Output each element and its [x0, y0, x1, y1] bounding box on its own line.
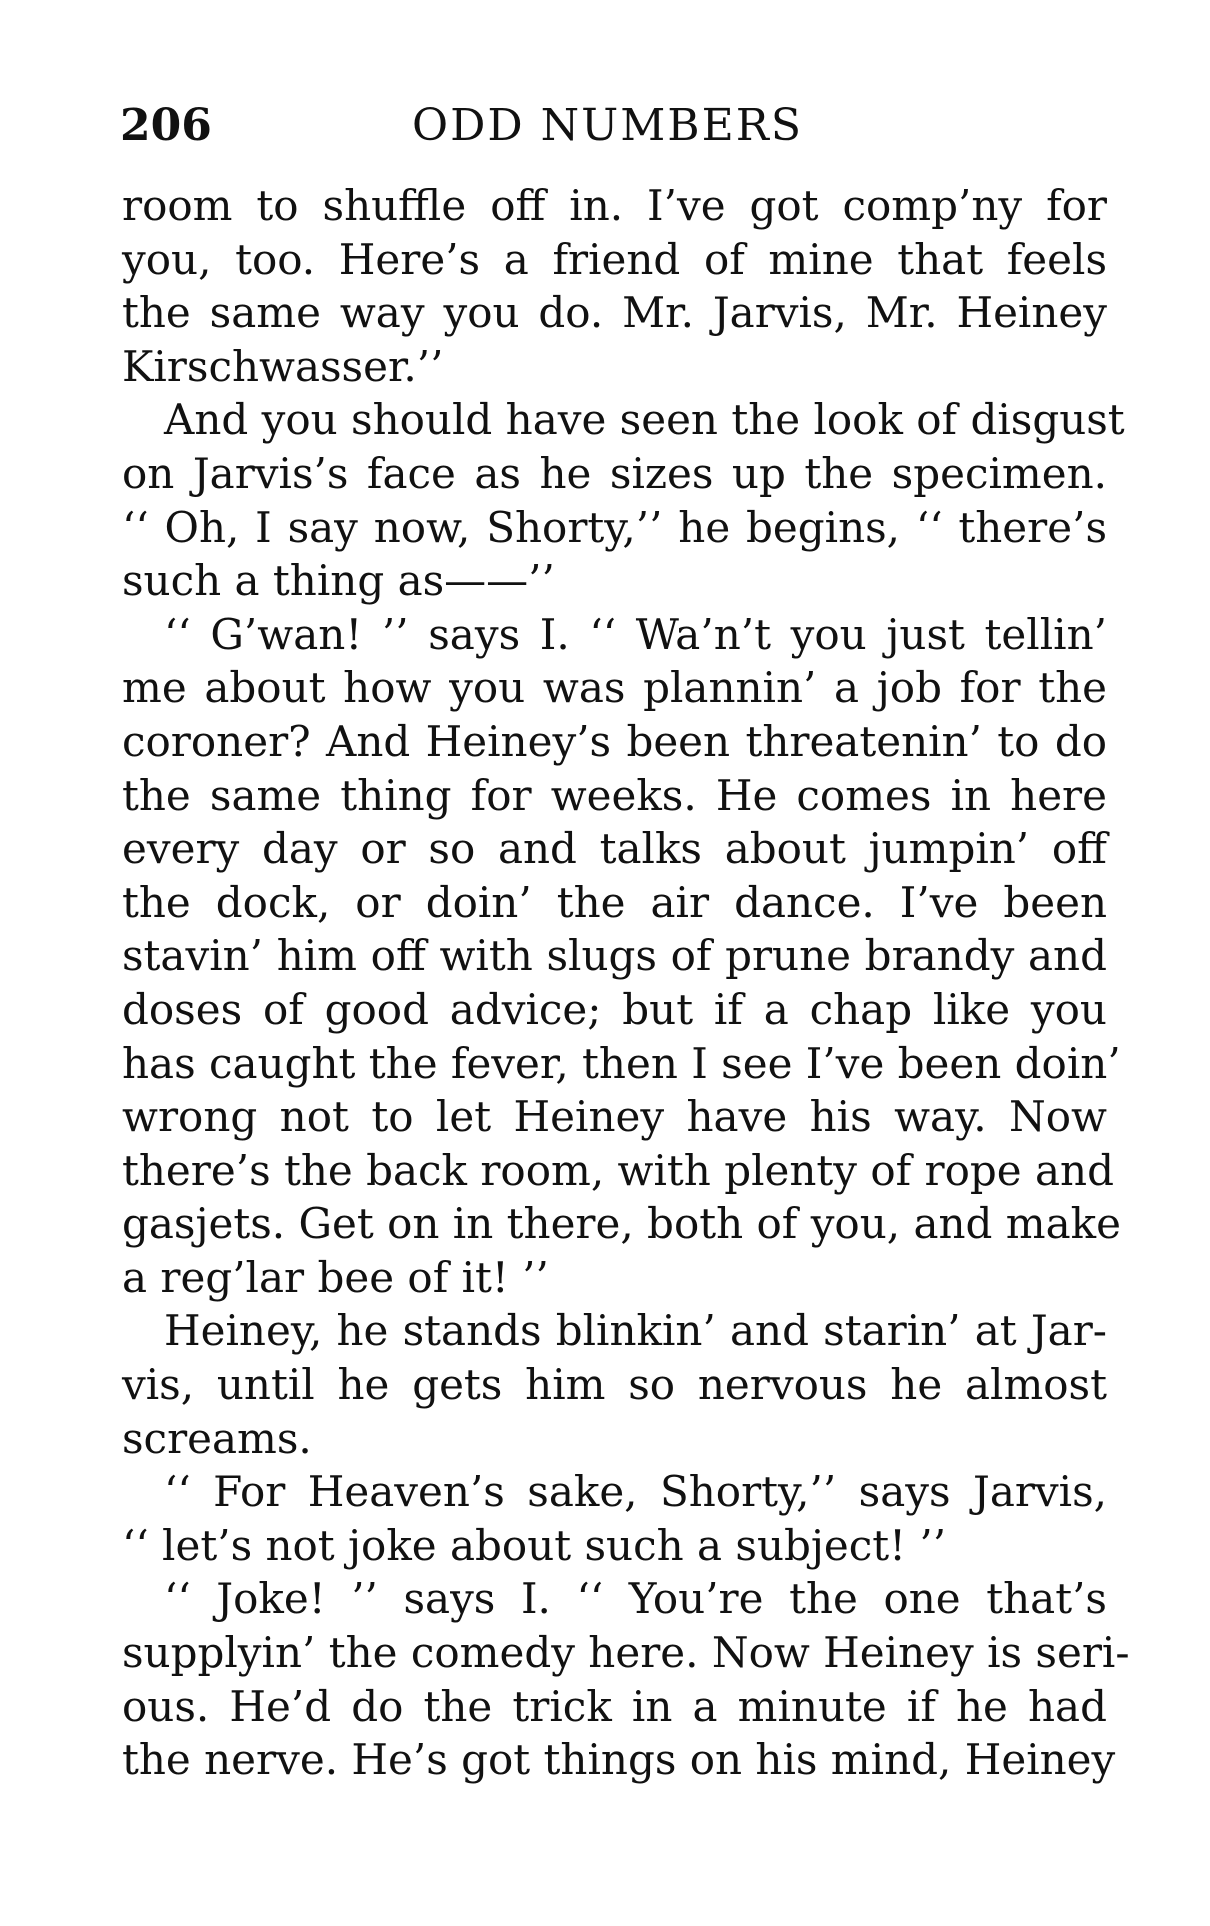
- text-line: ‘‘ Joke! ’’ says I. ‘‘ You’re the one that’s: [164, 1574, 1107, 1624]
- text-line: ‘‘ For Heaven’s sake, Shorty,’’ says Jarvis,: [164, 1467, 1107, 1517]
- text-line: coroner? And Heiney’s been threatenin’ to do: [122, 716, 1107, 766]
- text-line: the dock, or doin’ the air dance. I’ve been: [122, 877, 1107, 927]
- text-line: wrong not to let Heiney have his way. Now: [122, 1092, 1107, 1142]
- text-line: Heiney, he stands blinkin’ and starin’ at Jar-: [164, 1306, 1107, 1356]
- text-line: the same thing for weeks. He comes in here: [122, 770, 1107, 820]
- text-line: gasjets. Get on in there, both of you, and make: [122, 1199, 1121, 1249]
- body-text: [122, 179, 1130, 1787]
- text-line: on Jarvis’s face as he sizes up the specimen.: [122, 448, 1107, 498]
- text-line: ‘‘ let’s not joke about such a subject! ’’: [122, 1520, 947, 1570]
- text-line: such a thing as——’’: [122, 556, 555, 606]
- text-line: has caught the fever, then I see I’ve been doin’: [122, 1038, 1121, 1088]
- text-line: Kirschwasser.’’: [122, 341, 444, 391]
- text-line: ous. He’d do the trick in a minute if he had: [122, 1681, 1107, 1731]
- text-line: vis, until he gets him so nervous he almost: [122, 1360, 1107, 1410]
- text-line: ‘‘ G’wan! ’’ says I. ‘‘ Wa’n’t you just tellin’: [164, 609, 1107, 659]
- running-title: ODD NUMBERS: [412, 100, 803, 151]
- text-line: there’s the back room, with plenty of rope and: [122, 1145, 1114, 1195]
- text-line: me about how you was plannin’ a job for the: [122, 663, 1107, 713]
- text-line: room to shuffle off in. I’ve got comp’ny for: [122, 181, 1107, 230]
- text-line: screams.: [122, 1413, 312, 1463]
- text-line: ‘‘ Oh, I say now, Shorty,’’ he begins, ‘‘ there’s: [122, 502, 1107, 552]
- text-line: stavin’ him off with slugs of prune brandy and: [122, 931, 1107, 981]
- text-line: a reg’lar bee of it! ’’: [122, 1252, 549, 1302]
- text-line: the same way you do. Mr. Jarvis, Mr. Heiney: [122, 288, 1107, 338]
- text-line: And you should have seen the look of disgust: [164, 395, 1125, 445]
- text-line: the nerve. He’s got things on his mind, Heiney: [122, 1735, 1116, 1785]
- text-line: every day or so and talks about jumpin’ off: [122, 824, 1107, 874]
- text-line: doses of good advice; but if a chap like you: [122, 984, 1107, 1034]
- text-line: supplyin’ the comedy here. Now Heiney is seri-: [122, 1628, 1130, 1678]
- running-head: [120, 96, 1105, 156]
- page-number: 206: [120, 100, 212, 151]
- text-line: you, too. Here’s a friend of mine that feels: [122, 234, 1107, 284]
